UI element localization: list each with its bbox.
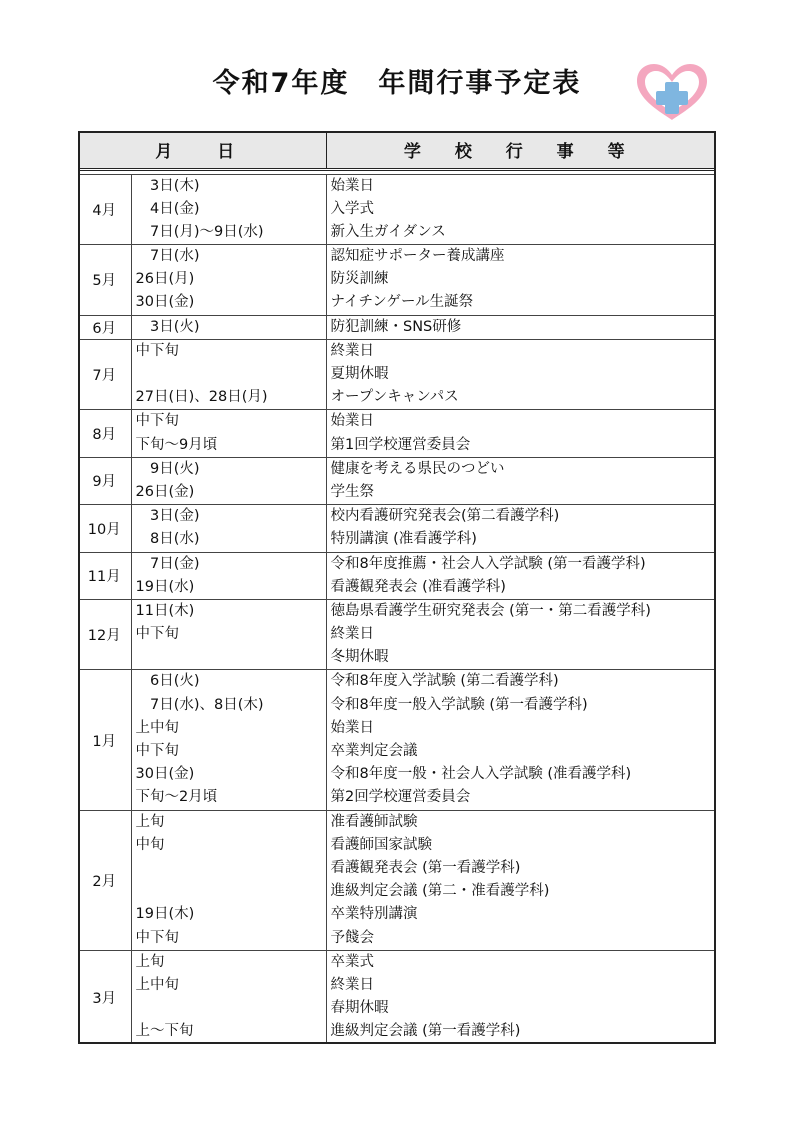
event-text: 令和8年度一般入学試験 (第一看護学科) [330,696,588,713]
event-text: 看護観発表会 (准看護学科) [330,578,506,595]
month-label: 3月 [78,950,131,1043]
event-text: 予餞会 [330,929,374,946]
date-text: 中下旬 [135,626,179,643]
date-text: 上～下旬 [135,1023,194,1040]
date-text: 3日(金) [135,508,200,525]
event-text: 始業日 [330,413,374,430]
date-text: 19日(水) [135,578,195,595]
event-text: オープンキャンパス [330,389,459,406]
month-label: 1月 [78,670,131,810]
date-text: 中下旬 [135,342,179,359]
date-text: 6日(火) [135,673,200,690]
event-text: 徳島県看護学生研究発表会 (第一・第二看護学科) [330,602,651,619]
event-text: 始業日 [330,177,374,194]
date-text: 30日(金) [135,766,195,783]
event-text: 終業日 [330,976,374,993]
event-text: 終業日 [330,342,374,359]
event-text: 始業日 [330,719,374,736]
date-text: 7日(月)～9日(水) [135,223,264,240]
event-text: 進級判定会議 (第二・准看護学科) [330,883,550,900]
date-text: 中旬 [135,836,165,853]
event-text: 第1回学校運営委員会 [330,436,471,453]
event-text: 終業日 [330,626,374,643]
date-text: 30日(金) [135,294,195,311]
date-column-header: 月 日 [78,131,326,169]
event-text: 令和8年度一般・社会人入学試験 (准看護学科) [330,766,632,783]
event-text: 校内看護研究発表会(第二看護学科) [330,508,560,525]
event-text: 春期休暇 [330,1000,389,1017]
date-text: 19日(木) [135,906,195,923]
month-label: 11月 [78,552,131,599]
date-text: 上中旬 [135,976,179,993]
event-text: 進級判定会議 (第一看護学科) [330,1023,521,1040]
date-text: 中下旬 [135,413,179,430]
event-text: 卒業特別講演 [330,906,418,923]
date-text: 7日(水)、8日(木) [135,696,264,713]
month-label: 9月 [78,457,131,504]
event-text: 令和8年度入学試験 (第二看護学科) [330,673,559,690]
date-text: 7日(金) [135,555,200,572]
date-text: 7日(水) [135,248,200,265]
date-text: 上旬 [135,953,165,970]
event-text: 卒業判定会議 [330,743,418,759]
month-label: 10月 [78,505,131,552]
month-label: 6月 [78,315,131,339]
month-label: 7月 [78,339,131,410]
month-label: 12月 [78,599,131,670]
event-text: ナイチンゲール生誕祭 [330,294,474,311]
month-label: 8月 [78,410,131,457]
event-text: 看護師国家試験 [330,836,432,853]
month-label: 5月 [78,245,131,316]
date-text: 3日(木) [135,177,200,194]
date-text: 中下旬 [135,743,179,759]
month-label: 4月 [78,174,131,245]
event-text: 第2回学校運営委員会 [330,789,471,806]
heart-cross-icon [634,62,710,122]
page-title: 令和7年度 年間行事予定表 [212,68,582,99]
date-text: 上中旬 [135,719,179,736]
date-text: 11日(木) [135,602,195,619]
event-text: 看護観発表会 (第一看護学科) [330,859,521,876]
date-text: 26日(月) [135,271,195,288]
event-text: 夏期休暇 [330,366,389,382]
event-column-header: 学 校 行 事 等 [326,131,716,169]
date-text: 下旬～9月頃 [135,436,218,453]
event-text: 入学式 [330,200,374,217]
event-text: 卒業式 [330,953,374,970]
date-text: 8日(水) [135,531,200,548]
event-text: 令和8年度推薦・社会人入学試験 (第一看護学科) [330,555,646,572]
date-text: 上旬 [135,813,165,830]
date-text: 4日(金) [135,200,200,217]
event-text: 学生祭 [330,483,374,500]
month-label: 2月 [78,810,131,950]
event-text: 冬期休暇 [330,649,389,666]
event-text: 新入生ガイダンス [330,223,446,240]
event-text: 健康を考える県民のつどい [330,460,505,477]
event-text: 准看護師試験 [330,813,418,830]
date-text: 27日(日)、28日(月) [135,389,268,406]
date-text: 下旬～2月頃 [135,789,218,806]
date-text: 中下旬 [135,929,179,946]
date-text: 9日(火) [135,460,200,477]
event-text: 認知症サポーター養成講座 [330,248,505,265]
date-text: 3日(火) [135,318,200,335]
event-text: 防災訓練 [330,271,389,288]
table-frame [78,131,716,1044]
event-text: 防犯訓練・SNS研修 [330,318,462,335]
event-text: 特別講演 (准看護学科) [330,531,477,548]
date-text: 26日(金) [135,483,195,500]
